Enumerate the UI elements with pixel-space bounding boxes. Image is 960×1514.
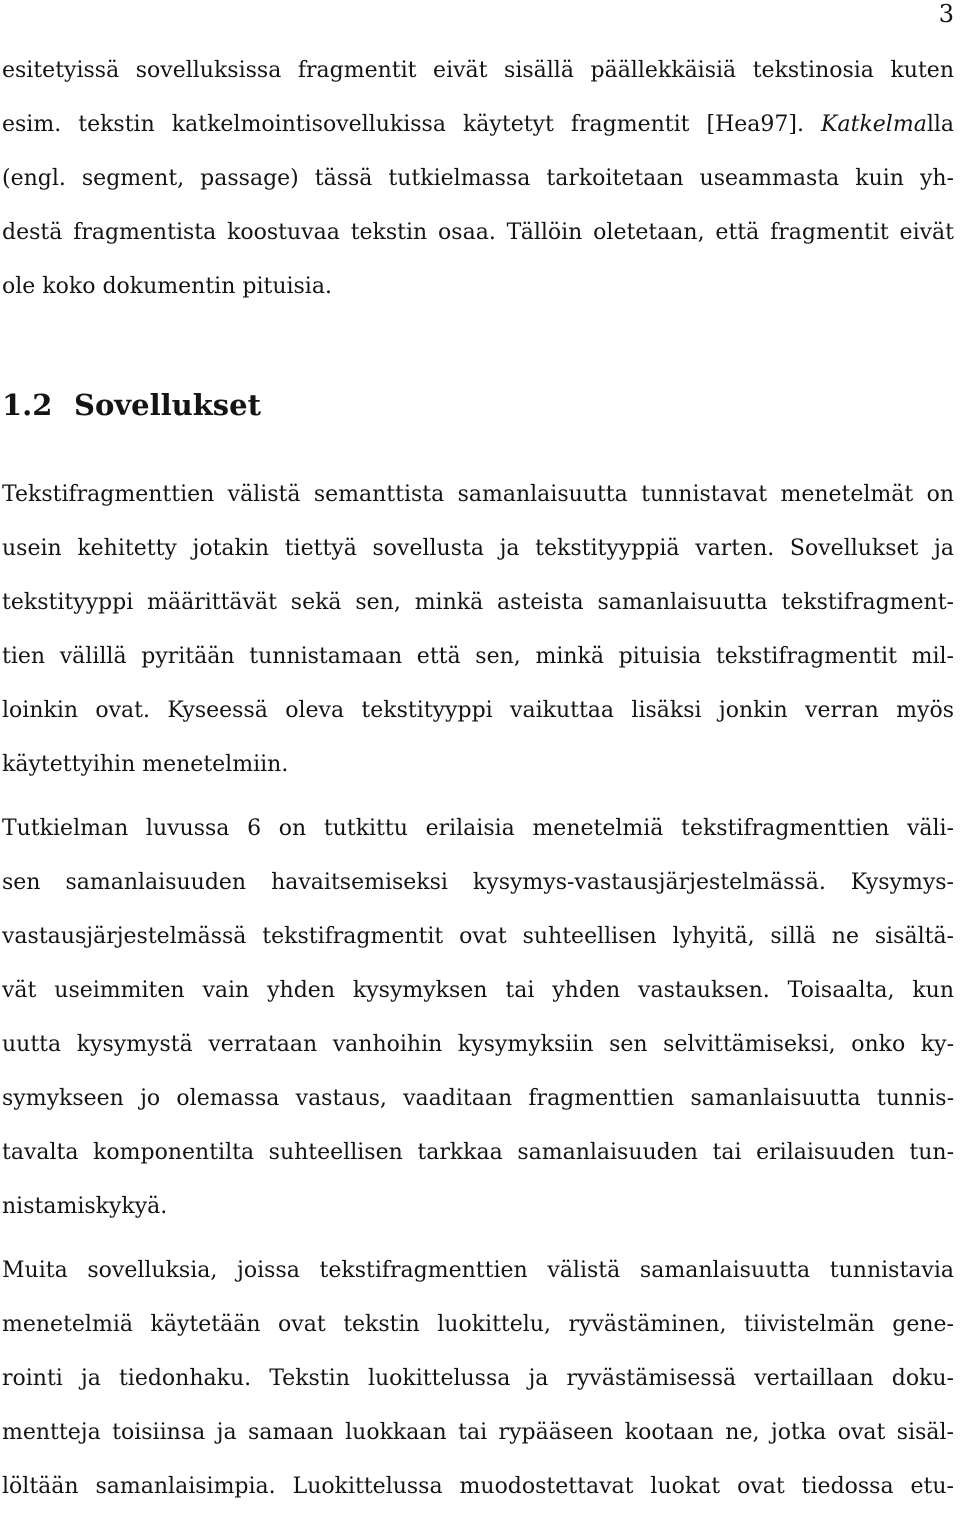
text-line: Muita sovelluksia, joissa tekstifragmenttien välistä samanlaisuutta tunnistavia (2, 1258, 954, 1283)
paragraph-applications (2, 468, 954, 792)
paragraph-other-applications (2, 1244, 954, 1514)
text-line: Tutkielman luvussa 6 on tutkittu erilaisia menetelmiä tekstifragmenttien väli- (2, 816, 954, 841)
text-line: Tekstifragmenttien välistä semanttista samanlaisuutta tunnistavat menetelmät on (2, 482, 954, 507)
text-line: (engl. segment, passage) tässä tutkielmassa tarkoitetaan useammasta kuin yh- (2, 166, 954, 191)
text-line: loinkin ovat. Kyseessä oleva tekstityyppi vaikuttaa lisäksi jonkin verran myös (2, 698, 954, 723)
text-line-segment: lla (926, 112, 955, 137)
text-line: käytettyihin menetelmiin. (2, 752, 289, 777)
text-line: löltään samanlaisimpia. Luokittelussa muodostettavat luokat ovat tiedossa etu- (2, 1474, 954, 1499)
text-line: sen samanlaisuuden havaitsemiseksi kysymys-vastausjärjestelmässä. Kysymys- (2, 870, 954, 895)
text-line: menetelmiä käytetään ovat tekstin luokittelu, ryvästäminen, tiivistelmän gene- (2, 1312, 954, 1337)
text-line: rointi ja tiedonhaku. Tekstin luokittelussa ja ryvästämisessä vertaillaan doku- (2, 1366, 954, 1391)
text-line: tekstityyppi määrittävät sekä sen, minkä asteista samanlaisuutta tekstifragment- (2, 590, 954, 615)
document-page (2, 44, 954, 1514)
section-heading (2, 374, 954, 436)
text-line: uutta kysymystä verrataan vanhoihin kysymyksiin sen selvittämiseksi, onko ky- (2, 1032, 954, 1057)
page-number: 3 (938, 0, 954, 28)
paragraph-qa-system (2, 802, 954, 1234)
text-line: mentteja toisiinsa ja samaan luokkaan tai rypääseen kootaan ne, jotka ovat sisäl- (2, 1420, 954, 1445)
text-line: vastausjärjestelmässä tekstifragmentit ovat suhteellisen lyhyitä, sillä ne sisältä- (2, 924, 954, 949)
text-line-segment: esim. tekstin katkelmointisovellukissa käytetyt fragmentit [Hea97]. (2, 112, 804, 137)
text-line: tien välillä pyritään tunnistamaan että sen, minkä pituisia tekstifragmentit mil- (2, 644, 954, 669)
text-line: usein kehitetty jotakin tiettyä sovellusta ja tekstityyppiä varten. Sovellukset ja (2, 536, 954, 561)
text-line (2, 98, 954, 152)
text-line: vät useimmiten vain yhden kysymyksen tai yhden vastauksen. Toisaalta, kun (2, 978, 954, 1003)
paragraph-intro (2, 44, 954, 314)
text-line: nistamiskykyä. (2, 1194, 168, 1219)
section-title: Sovellukset (74, 388, 261, 422)
emphasized-term: Katkelma (821, 112, 927, 137)
text-line: ole koko dokumentin pituisia. (2, 274, 332, 299)
section-number: 1.2 (2, 388, 53, 422)
text-line: tavalta komponentilta suhteellisen tarkkaa samanlaisuuden tai erilaisuuden tun- (2, 1140, 954, 1165)
text-line: esitetyissä sovelluksissa fragmentit eivät sisällä päällekkäisiä tekstinosia kuten (2, 58, 954, 83)
text-line: destä fragmentista koostuvaa tekstin osaa. Tällöin oletetaan, että fragmentit eivät (2, 220, 954, 245)
text-line: symykseen jo olemassa vastaus, vaaditaan fragmenttien samanlaisuutta tunnis- (2, 1086, 954, 1111)
